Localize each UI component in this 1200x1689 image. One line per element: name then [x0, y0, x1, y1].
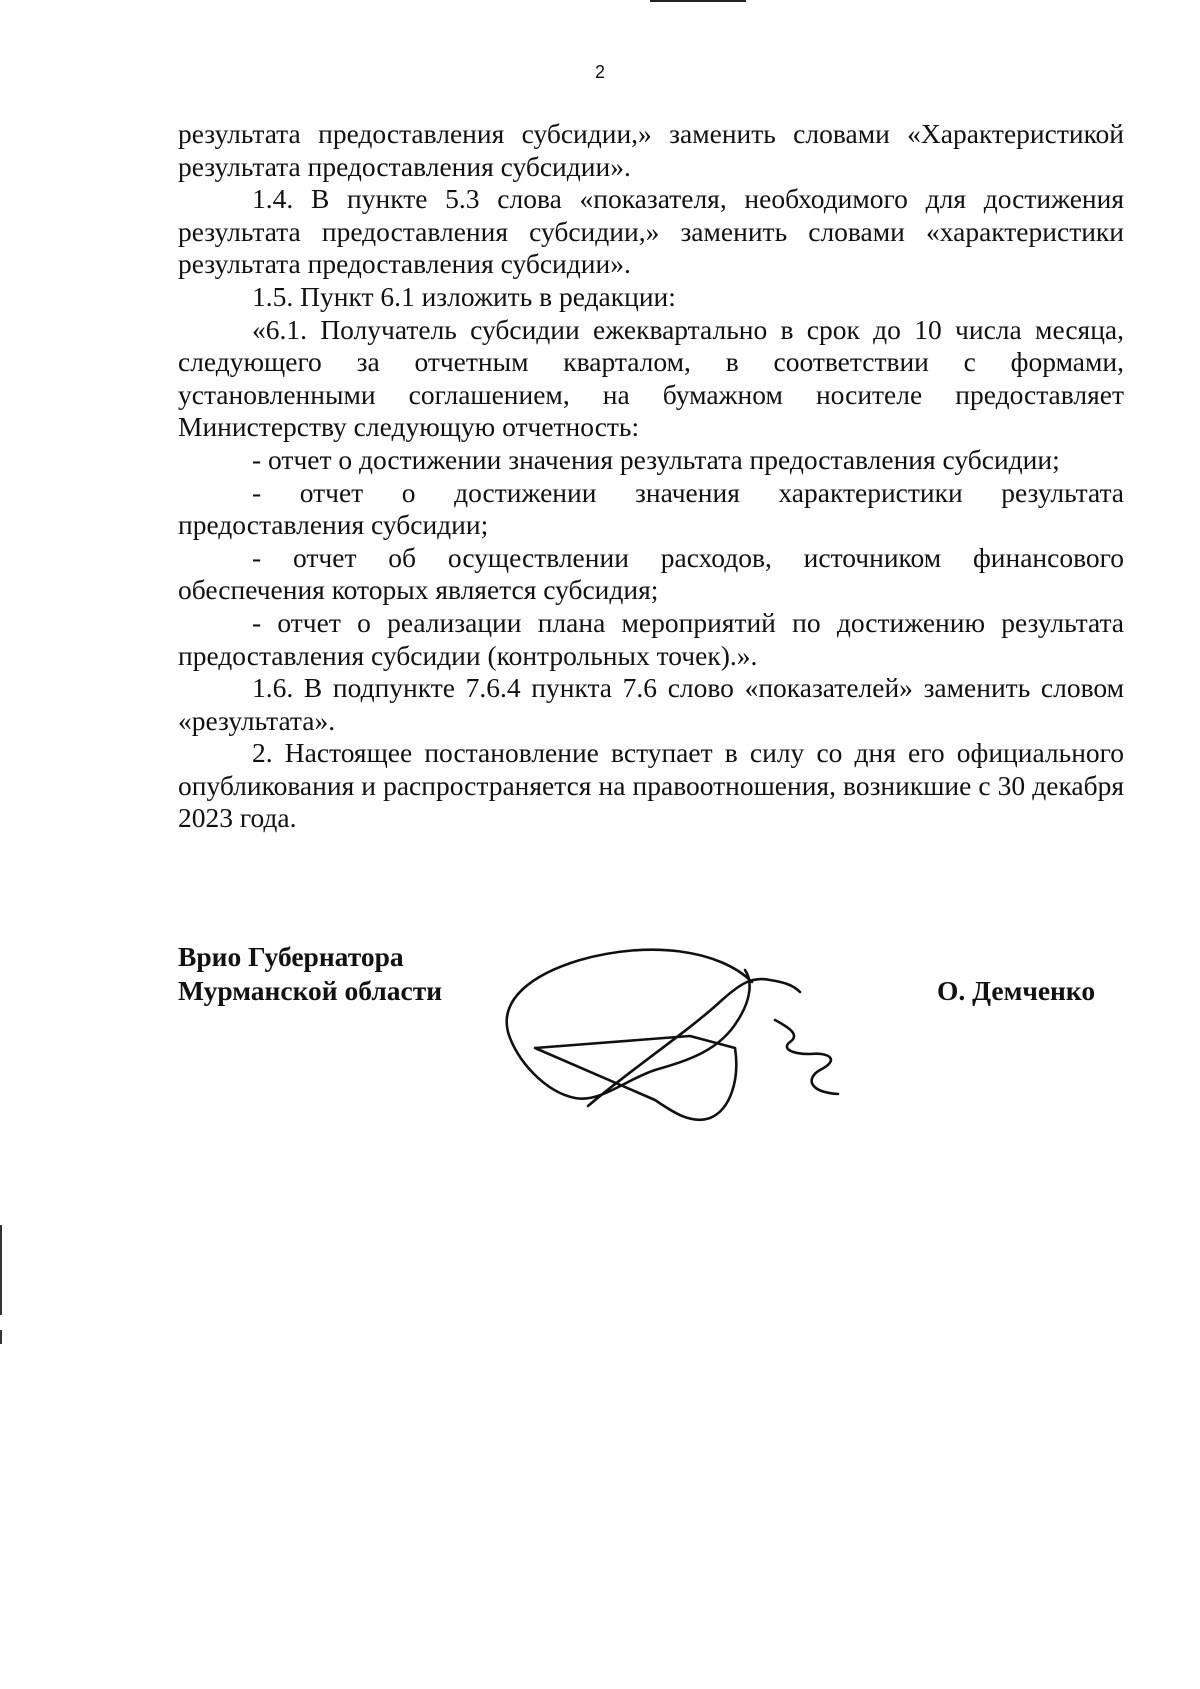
document-body [178, 118, 1124, 835]
page-number: 2 [594, 62, 605, 82]
paragraph-item-1-5: 1.5. Пункт 6.1 изложить в редакции: [252, 280, 676, 312]
paragraph-continuation: результата предоставления субсидии,» заменить словами «Характеристикой результата предоставления субсидии». [178, 118, 1124, 182]
top-edge-mark [650, 0, 746, 2]
paragraph-item-2: 2. Настоящее постановление вступает в силу со дня его официального опубликования и распространяется на правоотношения, возникшие с 30 декабря 2023 года. [178, 737, 1124, 834]
signatory-position-line2: Мурманской области [178, 975, 443, 1006]
paragraph-quoted-6-1: «6.1. Получатель субсидии ежеквартально в срок до 10 числа месяца, следующего за отчетным кварталом, в соответствии с формами, установленными соглашением, на бумажном носителе предоставляет Министерству следующую отчетность: [178, 313, 1124, 443]
list-item-report-plan: - отчет о реализации плана мероприятий по достижению результата предоставления субсидии (контрольных точек).». [178, 606, 1124, 671]
handwritten-signature [490, 920, 910, 1140]
list-item-report-result: - отчет о достижении значения результата предоставления субсидии; [252, 443, 1060, 475]
paragraph-item-1-6: 1.6. В подпункте 7.6.4 пункта 7.6 слово «показателей» заменить словом «результата». [178, 672, 1124, 736]
scan-margin-mark [0, 1225, 2, 1315]
signature-tail-stroke [775, 1020, 838, 1094]
paragraph-item-1-4: 1.4. В пункте 5.3 слова «показателя, необходимого для достижения результата предоставления субсидии,» заменить словами «характеристики результата предоставления субсидии». [178, 183, 1124, 280]
scan-margin-mark [0, 1330, 2, 1344]
signatory-position [178, 940, 442, 1008]
signature-loop-stroke [507, 950, 752, 1099]
signatory-position-line1: Врио Губернатора [178, 941, 404, 972]
signatory-name: О. Демченко [937, 975, 1096, 1006]
list-item-report-characteristic: - отчет о достижении значения характеристики результата предоставления субсидии; [178, 476, 1124, 541]
list-item-report-expenses: - отчет об осуществлении расходов, источником финансового обеспечения которых является субсидия; [178, 541, 1124, 606]
